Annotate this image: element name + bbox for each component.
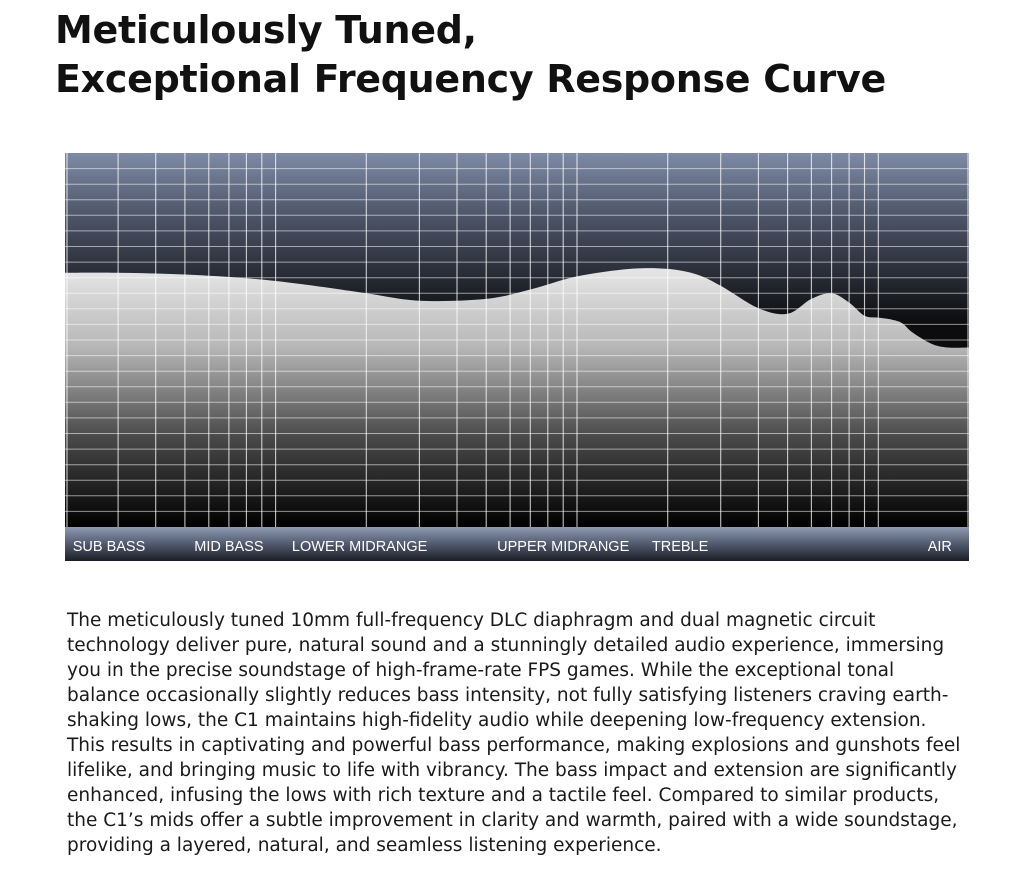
- band-label-mid-bass: MID BASS: [194, 538, 264, 555]
- band-label-sub-bass: SUB BASS: [72, 538, 146, 555]
- band-label-lower-midrange: LOWER MIDRANGE: [291, 538, 428, 555]
- description-paragraph: The meticulously tuned 10mm full-frequency DLC diaphragm and dual magnetic circuit technology deliver pure, natural sound and a stunningly detailed audio experience, immersing you in the precise soundstage of high-frame-rate FPS games. While the exceptional tonal balance occasionally slightly reduces bass intensity, not fully satisfying listeners craving earth-shaking lows, the C1 maintains high-fidelity audio while deepening low-frequency extension. This results in captivating and powerful bass performance, making explosions and gunshots feel lifelike, and bringing music to life with vibrancy. The bass impact and extension are significantly enhanced, infusing the lows with rich texture and a tactile feel. Compared to similar products, the C1’s mids offer a subtle improvement in clarity and warmth, paired with a wide soundstage, providing a layered, natural, and seamless listening experience.: [67, 610, 961, 856]
- frequency-response-svg: [65, 153, 969, 561]
- page-title-line-1: Meticulously Tuned,: [55, 8, 477, 52]
- band-label-treble: TREBLE: [651, 538, 709, 555]
- band-label-upper-midrange: UPPER MIDRANGE: [497, 538, 630, 555]
- page-title: [55, 6, 886, 104]
- page-title-line-2: Exceptional Frequency Response Curve: [55, 57, 886, 101]
- response-curve-area: [65, 268, 969, 527]
- band-label-air: AIR: [927, 538, 952, 555]
- frequency-response-chart: [65, 153, 969, 561]
